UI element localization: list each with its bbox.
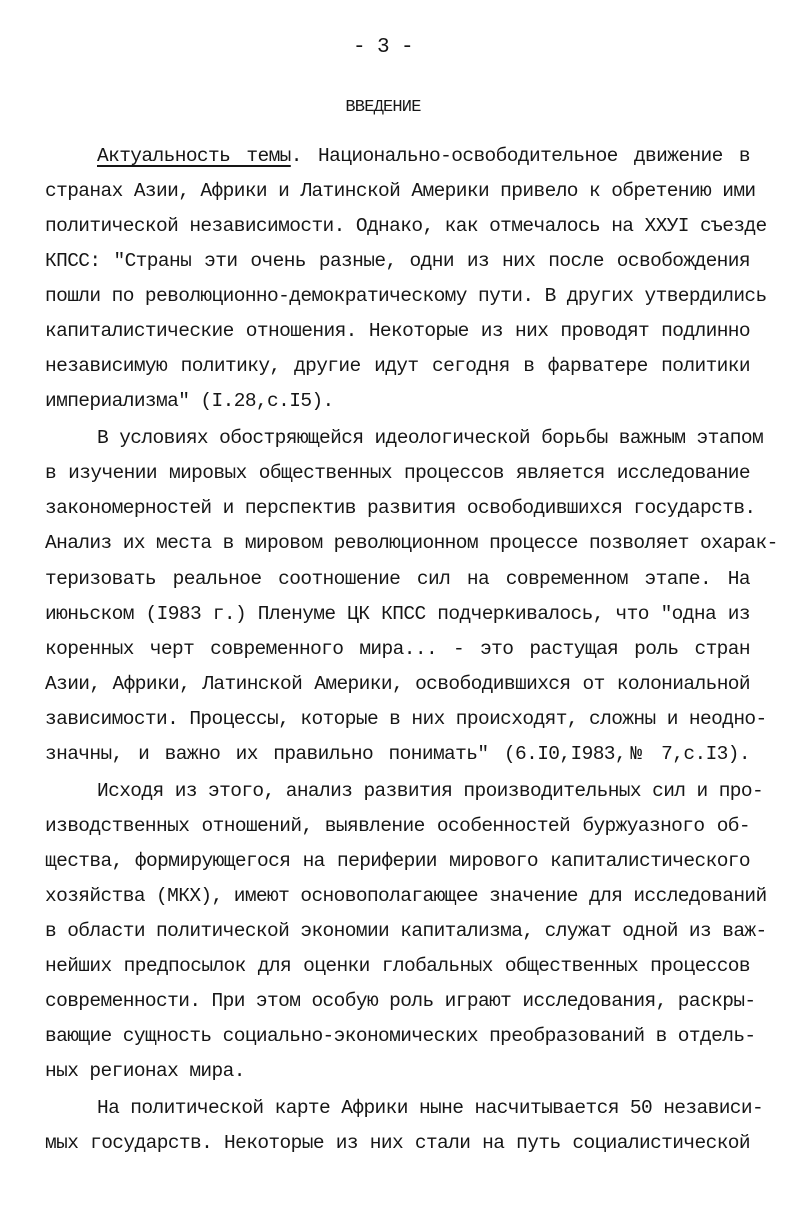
paragraph-3-line-5: в области политической экономии капитализма, служат одной из важ- (45, 920, 767, 942)
paragraph-2-line-7: коренных черт современного мира... - это растущая роль стран (45, 638, 750, 660)
paragraph-1-line-2: странах Азии, Африки и Латинской Америки привело к обретению ими (45, 180, 756, 202)
paragraph-1-line-3: политической независимости. Однако, как отмечалось на XXУI съезде (45, 215, 767, 237)
paragraph-2-line-2: в изучении мировых общественных процессов является исследование (45, 462, 750, 484)
paragraph-1-line-4: КПСС: "Страны эти очень разные, одни из них после освобождения (45, 250, 750, 272)
paragraph-3-line-3: щества, формирующегося на периферии мирового капиталистического (45, 850, 750, 872)
paragraph-2-line-3: закономерностей и перспектив развития освободившихся государств. (45, 497, 756, 519)
paragraph-1-line-1 (97, 141, 750, 171)
page-number: - 3 - (352, 36, 413, 59)
paragraph-2-line-9: зависимости. Процессы, которые в них происходят, сложны и неодно- (45, 708, 767, 730)
paragraph-3-line-6: нейших предпосылок для оценки глобальных общественных процессов (45, 955, 750, 977)
topic-relevance-label: Актуальность темы (97, 145, 291, 167)
paragraph-1-line-8: империализма" (I.28,с.I5). (45, 390, 334, 412)
paragraph-2-line-8: Азии, Африки, Латинской Америки, освободившихся от колониальной (45, 673, 750, 695)
paragraph-3-line-2: изводственных отношений, выявление особенностей буржуазного об- (45, 815, 750, 837)
paragraph-2-line-10: значны, и важно их правильно понимать" (6.I0,I983,№ 7,с.I3). (45, 743, 750, 765)
paragraph-2-line-4: Анализ их места в мировом революционном процессе позволяет охарак- (45, 532, 778, 554)
paragraph-3-line-9: ных регионах мира. (45, 1060, 245, 1082)
paragraph-2-line-5: теризовать реальное соотношение сил на современном этапе. На (45, 568, 750, 590)
section-heading: ВВЕДЕНИЕ (345, 98, 421, 117)
paragraph-3-line-8: вающие сущность социально-экономических преобразований в отдель- (45, 1025, 756, 1047)
paragraph-1-line-6: капиталистические отношения. Некоторые из них проводят подлинно (45, 320, 750, 342)
paragraph-3-line-4: хозяйства (МКХ), имеют основополагающее значение для исследований (45, 885, 767, 907)
paragraph-1-line-5: пошли по революционно-демократическому пути. В других утвердились (45, 285, 767, 307)
paragraph-3-line-7: современности. При этом особую роль играют исследования, раскры- (45, 990, 756, 1012)
paragraph-4-line-2: мых государств. Некоторые из них стали на путь социалистической (45, 1132, 750, 1154)
paragraph-3-line-1: Исходя из этого, анализ развития производительных сил и про- (97, 780, 764, 802)
paragraph-1-line-7: независимую политику, другие идут сегодня в фарватере политики (45, 355, 750, 377)
paragraph-2-line-6: июньском (I983 г.) Пленуме ЦК КПСС подчеркивалось, что "одна из (45, 603, 750, 625)
paragraph-1-lead-text: . Национально-освободительное движение в (290, 145, 750, 167)
paragraph-2-line-1: В условиях обостряющейся идеологической борьбы важным этапом (97, 427, 764, 449)
paragraph-4-line-1: На политической карте Африки ныне насчитывается 50 независи- (97, 1097, 764, 1119)
